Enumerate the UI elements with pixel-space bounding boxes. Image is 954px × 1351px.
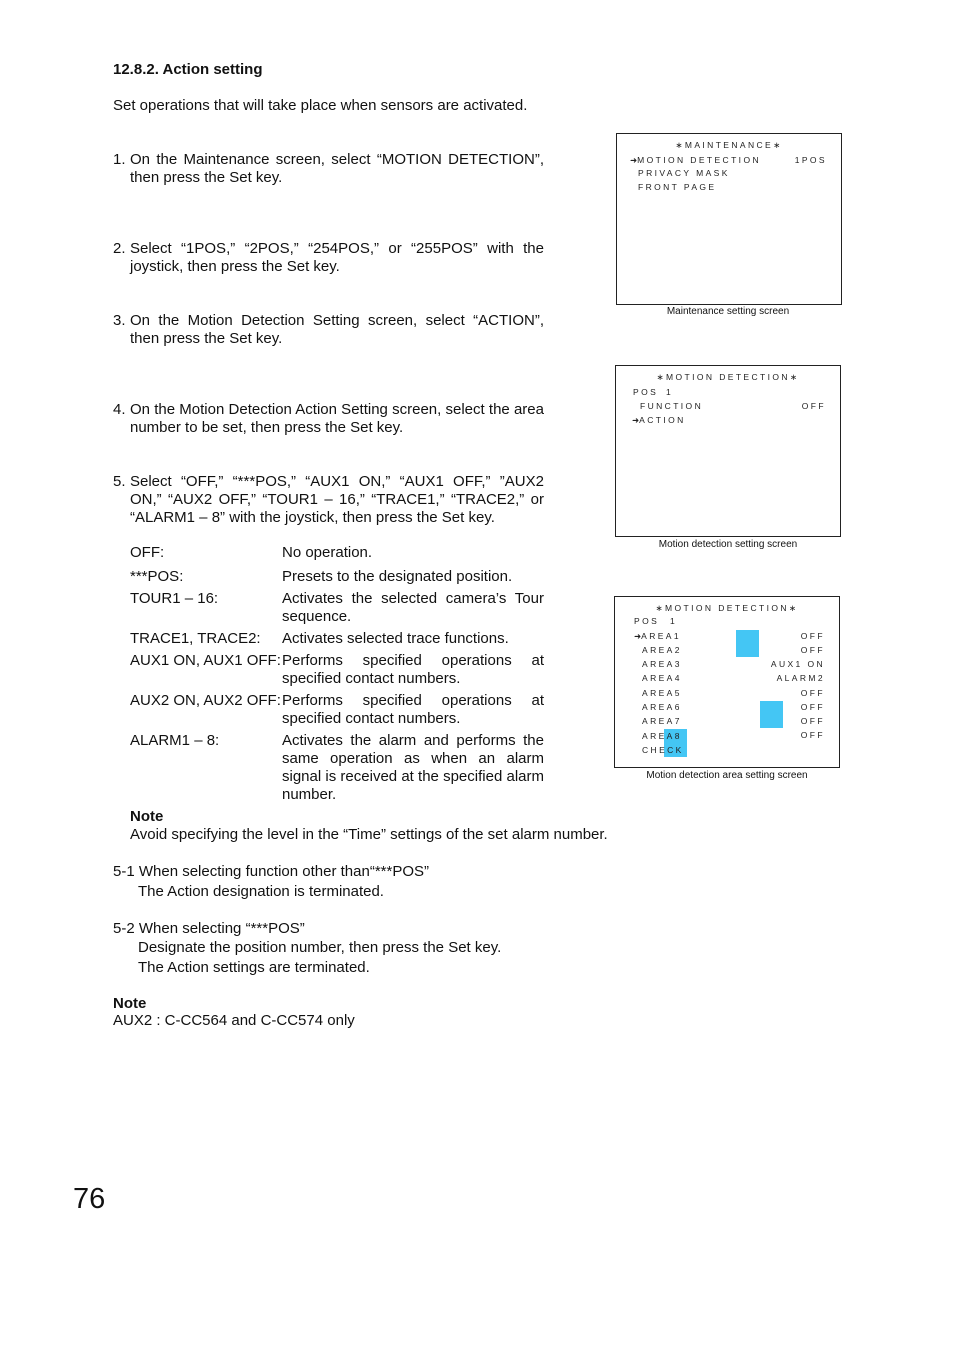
step-number: 2. <box>113 240 126 257</box>
screen-caption: Motion detection setting screen <box>658 539 798 550</box>
option-value: No operation. <box>282 544 373 561</box>
area-row-value: ALARM2 <box>776 673 825 683</box>
area-row-value: OFF <box>800 730 825 740</box>
step-3 <box>113 312 544 348</box>
screen-title: ∗MOTION DETECTION∗ <box>655 603 799 613</box>
note-text: Avoid specifying the level in the “Time” settings of the set alarm number. <box>130 826 608 843</box>
menu-item-motion-detection: ➜MOTION DETECTION <box>630 155 761 165</box>
area-highlight <box>760 701 783 728</box>
step-5 <box>113 473 544 527</box>
maintenance-screen <box>616 133 842 305</box>
area-row-value: OFF <box>800 631 825 641</box>
area-row-value: OFF <box>800 702 825 712</box>
step-text: On the Maintenance screen, select “MOTION DETECTION”, then press the Set key. <box>130 151 544 186</box>
screen-caption: Motion detection area setting screen <box>646 770 808 781</box>
area-row-label: ➜AREA1 <box>634 631 681 641</box>
note-text: AUX2 : C-CC564 and C-CC574 only <box>113 1012 355 1029</box>
cursor-arrow-icon: ➜ <box>630 155 638 165</box>
menu-value: 1POS <box>794 155 827 165</box>
option-value: Activates selected trace functions. <box>282 630 509 647</box>
step-number: 4. <box>113 401 126 418</box>
area-row-label: AREA5 <box>642 688 682 698</box>
motion-area-screen <box>614 596 840 768</box>
option-key: OFF: <box>130 544 165 561</box>
option-value: Activates the alarm and performs the same operation as when an alarm signal is received at the specified alarm number. <box>282 732 544 803</box>
step-text: On the Motion Detection Setting screen, select “ACTION”, then press the Set key. <box>130 312 544 347</box>
pos-label: POS <box>634 616 660 626</box>
section-heading: 12.8.2. Action setting <box>113 61 263 78</box>
area-row-label: AREA7 <box>642 716 682 726</box>
option-key: AUX1 ON, AUX1 OFF: <box>130 652 281 669</box>
menu-item-front-page: FRONT PAGE <box>638 182 717 192</box>
step-4 <box>113 401 544 437</box>
motion-detection-screen <box>615 365 841 537</box>
screen-caption: Maintenance setting screen <box>666 306 790 317</box>
pos-value: 1 <box>666 387 674 397</box>
option-key: AUX2 ON, AUX2 OFF: <box>130 692 281 709</box>
menu-item-action: ➜ACTION <box>632 415 686 425</box>
option-key: ***POS: <box>130 568 184 585</box>
area-row-label: AREA2 <box>642 645 682 655</box>
area-row-value: OFF <box>800 645 825 655</box>
option-value: Performs specified operations at specified contact numbers. <box>282 652 544 687</box>
cursor-arrow-icon: ➜ <box>634 631 642 641</box>
step-number: 3. <box>113 312 126 329</box>
cursor-arrow-icon: ➜ <box>632 415 640 425</box>
area-highlight <box>736 630 759 657</box>
step-1 <box>113 151 544 187</box>
pos-value: 1 <box>670 616 678 626</box>
option-value: Performs specified operations at specified contact numbers. <box>282 692 544 727</box>
step-number: 5. <box>113 473 126 490</box>
area-row-label: AREA6 <box>642 702 682 712</box>
area-row-label: AREA8 <box>642 731 682 741</box>
screen-title: ∗MAINTENANCE∗ <box>675 140 783 150</box>
pos-label: POS <box>633 387 659 397</box>
area-row-value: AUX1 ON <box>770 659 825 669</box>
option-value: Activates the selected camera’s Tour sequence. <box>282 590 544 625</box>
intro-text: Set operations that will take place when sensors are activated. <box>113 97 528 114</box>
note-title: Note <box>113 995 147 1012</box>
step-text: On the Motion Detection Action Setting screen, select the area number to be set, then press the Set key. <box>130 401 544 436</box>
option-key: ALARM1 – 8: <box>130 732 220 749</box>
function-label: FUNCTION <box>640 401 704 411</box>
check-label: CHECK <box>642 745 684 755</box>
page-number: 76 <box>73 1183 106 1215</box>
function-value: OFF <box>801 401 826 411</box>
screen-title: ∗MOTION DETECTION∗ <box>656 372 800 382</box>
sub-step-line: The Action designation is terminated. <box>138 883 384 900</box>
option-key: TOUR1 – 16: <box>130 590 219 607</box>
area-row-value: OFF <box>800 716 825 726</box>
step-text: Select “1POS,” “2POS,” “254POS,” or “255POS” with the joystick, then press the Set key. <box>130 240 544 275</box>
step-2 <box>113 240 544 276</box>
sub-step-line: Designate the position number, then press the Set key. <box>138 939 502 956</box>
note-title: Note <box>130 808 164 825</box>
area-row-label: AREA4 <box>642 673 682 683</box>
area-row-label: AREA3 <box>642 659 682 669</box>
option-key: TRACE1, TRACE2: <box>130 630 261 647</box>
sub-step-title: 5-1 When selecting function other than“***POS” <box>113 863 430 880</box>
sub-step-line: The Action settings are terminated. <box>138 959 370 976</box>
menu-item-privacy-mask: PRIVACY MASK <box>638 168 730 178</box>
step-text: Select “OFF,” “***POS,” “AUX1 ON,” “AUX1 OFF,” ”AUX2 ON,” “AUX2 OFF,” “TOUR1 – 16,” “TRACE1,” “TRACE2,” or “ALARM1 – 8” with the joystick, then press the Set key. <box>130 473 544 526</box>
sub-step-title: 5-2 When selecting “***POS” <box>113 920 305 937</box>
option-value: Presets to the designated position. <box>282 568 513 585</box>
area-row-value: OFF <box>800 688 825 698</box>
step-number: 1. <box>113 151 126 168</box>
